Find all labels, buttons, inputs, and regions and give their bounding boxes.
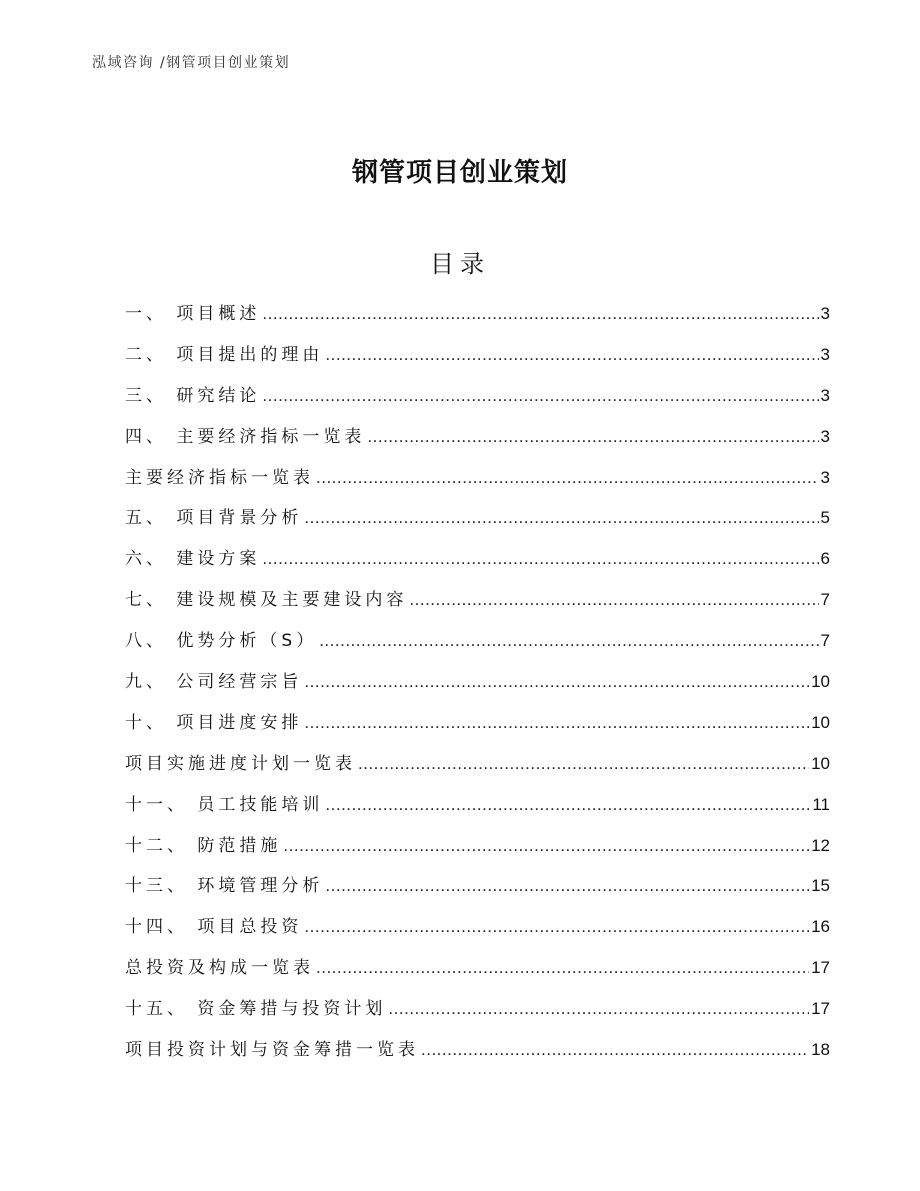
toc-entry-label: 三、 研究结论	[125, 385, 261, 406]
toc-entry-page: 10	[811, 672, 830, 692]
toc-leader-dots	[325, 795, 810, 815]
toc-leader-dots	[283, 836, 809, 856]
toc-leader-dots	[316, 958, 809, 978]
toc-entry[interactable]	[125, 503, 830, 544]
toc-entry[interactable]	[125, 422, 830, 463]
toc-leader-dots	[304, 508, 818, 528]
toc-entry-page: 3	[820, 426, 830, 446]
toc-entry-page: 10	[811, 753, 830, 773]
toc-entry[interactable]	[125, 585, 830, 626]
toc-leader-dots	[304, 672, 809, 692]
toc-leader-dots	[262, 304, 818, 324]
toc-entry[interactable]	[125, 749, 830, 790]
toc-leader-dots	[304, 713, 809, 733]
toc-entry-page: 10	[811, 712, 830, 732]
toc-entry-page: 16	[811, 917, 830, 937]
toc-entry-label: 一、 项目概述	[125, 304, 261, 324]
toc-entry[interactable]	[125, 953, 830, 994]
toc-entry-page: 3	[820, 385, 830, 405]
toc-entry[interactable]	[125, 340, 830, 381]
toc-entry-label: 十、 项目进度安排	[125, 712, 303, 733]
toc-entry-page: 17	[811, 958, 830, 978]
toc-entry[interactable]	[125, 381, 830, 422]
toc-leader-dots	[319, 631, 818, 651]
toc-leader-dots	[388, 999, 809, 1019]
toc-entry-label: 十三、 环境管理分析	[125, 876, 324, 897]
toc-entry-page: 6	[820, 549, 830, 569]
toc-entry-page: 3	[820, 467, 830, 487]
toc-entry[interactable]	[125, 912, 830, 953]
toc-leader-dots	[262, 386, 818, 406]
toc-leader-dots	[421, 1040, 809, 1060]
toc-entry[interactable]	[125, 626, 830, 667]
toc-entry[interactable]	[125, 871, 830, 912]
toc-leader-dots	[409, 590, 818, 610]
toc-leader-dots	[262, 549, 818, 569]
toc-entry[interactable]	[125, 790, 830, 831]
toc-leader-dots	[325, 876, 809, 896]
toc-entry-label: 十四、 项目总投资	[125, 917, 303, 938]
toc-entry-label: 十二、 防范措施	[125, 835, 282, 856]
toc-entry-label: 八、 优势分析（S）	[125, 631, 318, 652]
toc-entry-page: 11	[812, 794, 830, 814]
toc-leader-dots	[358, 754, 809, 774]
toc-entry-page: 12	[811, 835, 830, 855]
toc-entry[interactable]	[125, 463, 830, 504]
toc-entry[interactable]	[125, 667, 830, 708]
toc-entry-label: 九、 公司经营宗旨	[125, 672, 303, 693]
toc-entry[interactable]	[125, 299, 830, 340]
toc-entry-label: 主要经济指标一览表	[125, 467, 314, 488]
toc-entry-page: 15	[811, 876, 830, 896]
page-header: 泓域咨询 /钢管项目创业策划	[92, 55, 291, 71]
toc-entry-page: 3	[820, 304, 830, 323]
toc-entry-label: 十五、 资金筹措与投资计划	[125, 999, 387, 1020]
toc-entry-label: 总投资及构成一览表	[125, 958, 314, 979]
toc-entry-page: 5	[820, 508, 830, 528]
toc-entry-page: 7	[820, 590, 830, 610]
table-of-contents	[125, 299, 830, 1076]
toc-entry-label: 十一、 员工技能培训	[125, 794, 324, 815]
toc-entry-label: 项目投资计划与资金筹措一览表	[125, 1040, 419, 1061]
toc-entry-page: 18	[811, 1040, 830, 1060]
toc-entry[interactable]	[125, 994, 830, 1035]
toc-entry-label: 七、 建设规模及主要建设内容	[125, 590, 408, 611]
toc-leader-dots	[316, 468, 819, 488]
toc-entry-page: 17	[811, 999, 830, 1019]
toc-entry-label: 二、 项目提出的理由	[125, 344, 324, 365]
toc-entry-page: 3	[820, 344, 830, 364]
toc-leader-dots	[325, 345, 818, 365]
toc-entry-label: 六、 建设方案	[125, 549, 261, 570]
toc-leader-dots	[367, 427, 818, 447]
toc-entry[interactable]	[125, 831, 830, 872]
toc-entry-label: 五、 项目背景分析	[125, 508, 303, 529]
toc-entry-label: 项目实施进度计划一览表	[125, 753, 356, 774]
toc-entry-page: 7	[820, 631, 830, 651]
toc-entry-label: 四、 主要经济指标一览表	[125, 426, 366, 447]
toc-heading: 目录	[430, 250, 490, 278]
toc-entry[interactable]	[125, 708, 830, 749]
toc-leader-dots	[304, 917, 809, 937]
document-title: 钢管项目创业策划	[351, 158, 568, 188]
toc-entry[interactable]	[125, 544, 830, 585]
toc-entry[interactable]	[125, 1035, 830, 1076]
